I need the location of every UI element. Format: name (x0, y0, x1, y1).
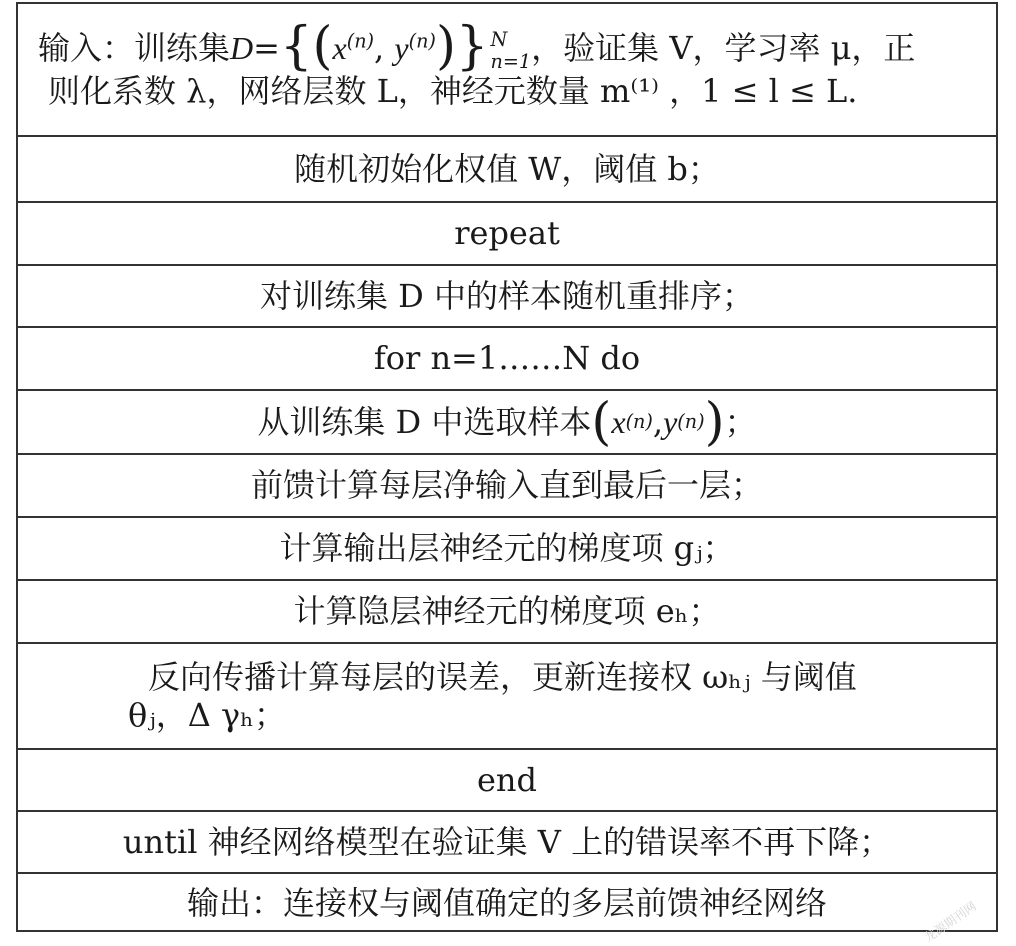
init-row (18, 137, 996, 203)
sample-x-superscript: (n) (346, 29, 375, 53)
watermark: 龙源期刊网 (921, 898, 979, 945)
dataset-symbol: D (230, 30, 254, 66)
input-suffix: ，验证集 V，学习率 μ，正 (531, 29, 916, 67)
select-x-superscript: (n) (625, 410, 653, 434)
for-row (18, 328, 996, 391)
shuffle-row (18, 266, 996, 328)
sample-y: y (394, 30, 409, 66)
input-line-1: 输入：训练集$D=\{(x^{(n)}$, $y^{(n)}$)} N n=1 ，验证集 V，学习率 μ，正 (38, 16, 916, 77)
backprop-row (18, 644, 996, 750)
output-grad-row (18, 518, 996, 581)
end-row (18, 750, 996, 812)
repeat-row (18, 203, 996, 266)
repeat-text: repeat (454, 214, 560, 253)
shuffle-text: 对训练集 D 中的样本随机重排序； (259, 276, 754, 315)
output-grad-text: 计算输出层神经元的梯度项 gⱼ； (279, 529, 735, 568)
left-paren: ( (312, 16, 333, 77)
end-text: end (476, 760, 538, 799)
input-line-2: 则化系数 λ，网络层数 L，神经元数量 m⁽¹⁾ ，1 ≤ l ≤ L. (48, 71, 858, 110)
sample-x: x (332, 30, 347, 66)
select-row: 从训练集 D 中选取样本 ( x (n) , y (n) ) ； (18, 391, 996, 455)
sample-y-superscript: (n) (408, 29, 436, 53)
for-text: for n=1……N do (373, 339, 641, 378)
equals-sign: = (253, 29, 280, 67)
output-text: 输出：连接权与阈值确定的多层前馈神经网络 (186, 883, 827, 922)
feedforward-row (18, 455, 996, 518)
feedforward-text: 前馈计算每层净输入直到最后一层； (250, 466, 763, 505)
init-text: 随机初始化权值 W，阈值 b； (294, 149, 720, 188)
until-text: until 神经网络模型在验证集 V 上的错误率不再下降； (122, 822, 892, 861)
hidden-grad-row (18, 581, 996, 644)
select-prefix: 从训练集 D 中选取样本 (257, 402, 592, 441)
output-row (18, 874, 996, 932)
backprop-line-2: θⱼ，Δ γₕ； (128, 696, 286, 734)
right-brace: } (455, 16, 489, 77)
input-prefix: 输入：训练集 (38, 29, 231, 67)
set-limits (491, 29, 532, 71)
select-sample-y: y (663, 403, 678, 440)
until-row (18, 812, 996, 874)
select-y-superscript: (n) (677, 410, 705, 434)
left-brace: { (279, 16, 313, 77)
select-sample-x: x (611, 403, 626, 440)
select-suffix: ； (724, 402, 757, 441)
input-row (18, 4, 996, 137)
backprop-line-1: 反向传播计算每层的误差，更新连接权 ωₕⱼ 与阈值 (148, 657, 857, 696)
right-paren: ) (435, 16, 456, 77)
upper-limit: N (490, 28, 508, 52)
lower-limit: n=1 (490, 49, 532, 73)
algorithm-table (16, 2, 998, 932)
hidden-grad-text: 计算隐层神经元的梯度项 eₕ； (293, 592, 721, 631)
